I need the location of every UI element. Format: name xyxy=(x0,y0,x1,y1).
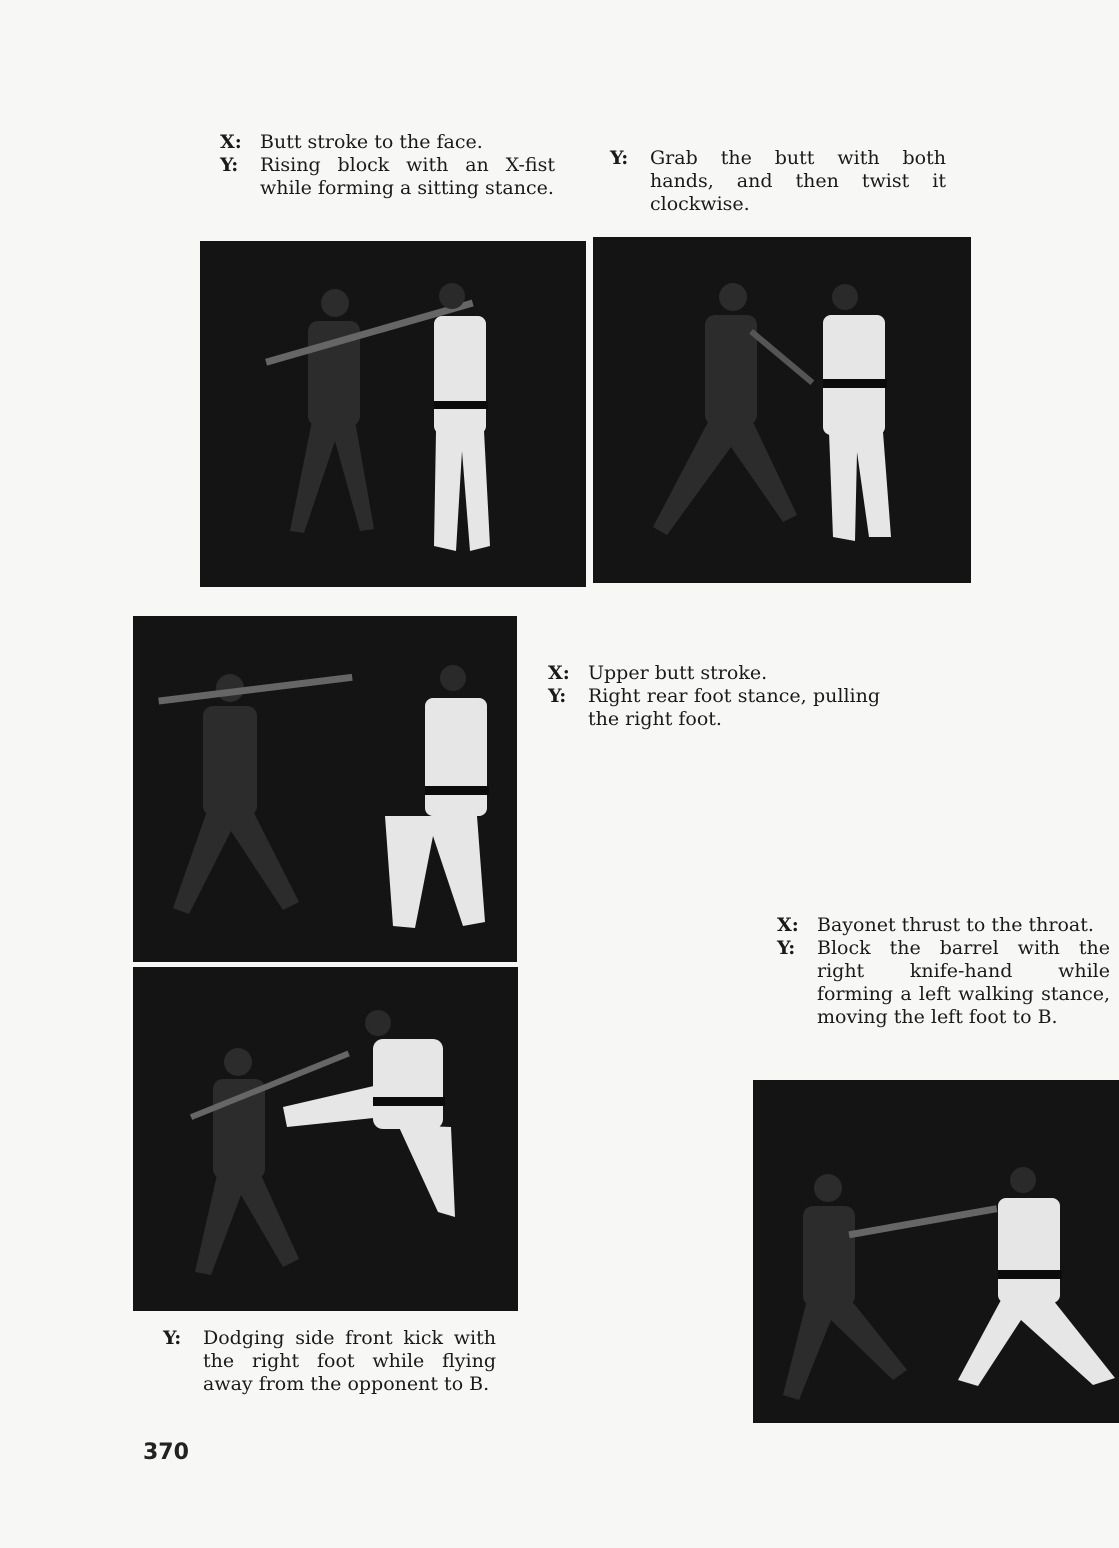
caption-text: Upper butt stroke. xyxy=(588,662,768,684)
label-x: X: xyxy=(777,914,799,936)
caption-bayonet-thrust xyxy=(777,914,1110,1029)
caption-line-x xyxy=(220,131,555,154)
caption-text: Rising block with an X-fist while forming a sitting stance. xyxy=(260,154,555,199)
caption-text: Grab the butt with both hands, and then twist it clockwise. xyxy=(650,147,946,215)
caption-text: Bayonet thrust to the throat. xyxy=(817,914,1094,936)
label-y: Y: xyxy=(163,1327,182,1349)
label-y: Y: xyxy=(777,937,796,959)
caption-line-x xyxy=(777,914,1110,937)
caption-line-y xyxy=(220,154,555,200)
caption-grab-butt xyxy=(610,147,946,216)
caption-text: Block the barrel with the right knife-hand while forming a left walking stance, moving the left foot to B. xyxy=(817,937,1110,1028)
label-y: Y: xyxy=(220,154,239,176)
caption-line-y xyxy=(163,1327,496,1396)
photo-upper-butt-stroke xyxy=(133,616,517,962)
photo-flying-side-front-kick xyxy=(133,967,518,1311)
label-y: Y: xyxy=(610,147,629,169)
photo-bayonet-thrust-block xyxy=(753,1080,1119,1423)
photo-butt-stroke-rising-block xyxy=(200,241,586,587)
caption-text: Butt stroke to the face. xyxy=(260,131,483,153)
caption-line-y xyxy=(548,685,880,731)
label-x: X: xyxy=(548,662,570,684)
caption-line-x xyxy=(548,662,880,685)
photo-grab-butt-twist xyxy=(593,237,971,583)
caption-text: Dodging side front kick with the right foot while flying away from the opponent to B. xyxy=(203,1327,496,1395)
caption-line-y xyxy=(610,147,946,216)
caption-butt-stroke xyxy=(220,131,555,200)
label-y: Y: xyxy=(548,685,567,707)
caption-text: Right rear foot stance, pulling the right foot. xyxy=(588,685,880,730)
caption-flying-kick xyxy=(163,1327,496,1396)
page-number: 370 xyxy=(143,1440,189,1465)
label-x: X: xyxy=(220,131,242,153)
caption-line-y xyxy=(777,937,1110,1029)
caption-upper-butt-stroke xyxy=(548,662,880,731)
